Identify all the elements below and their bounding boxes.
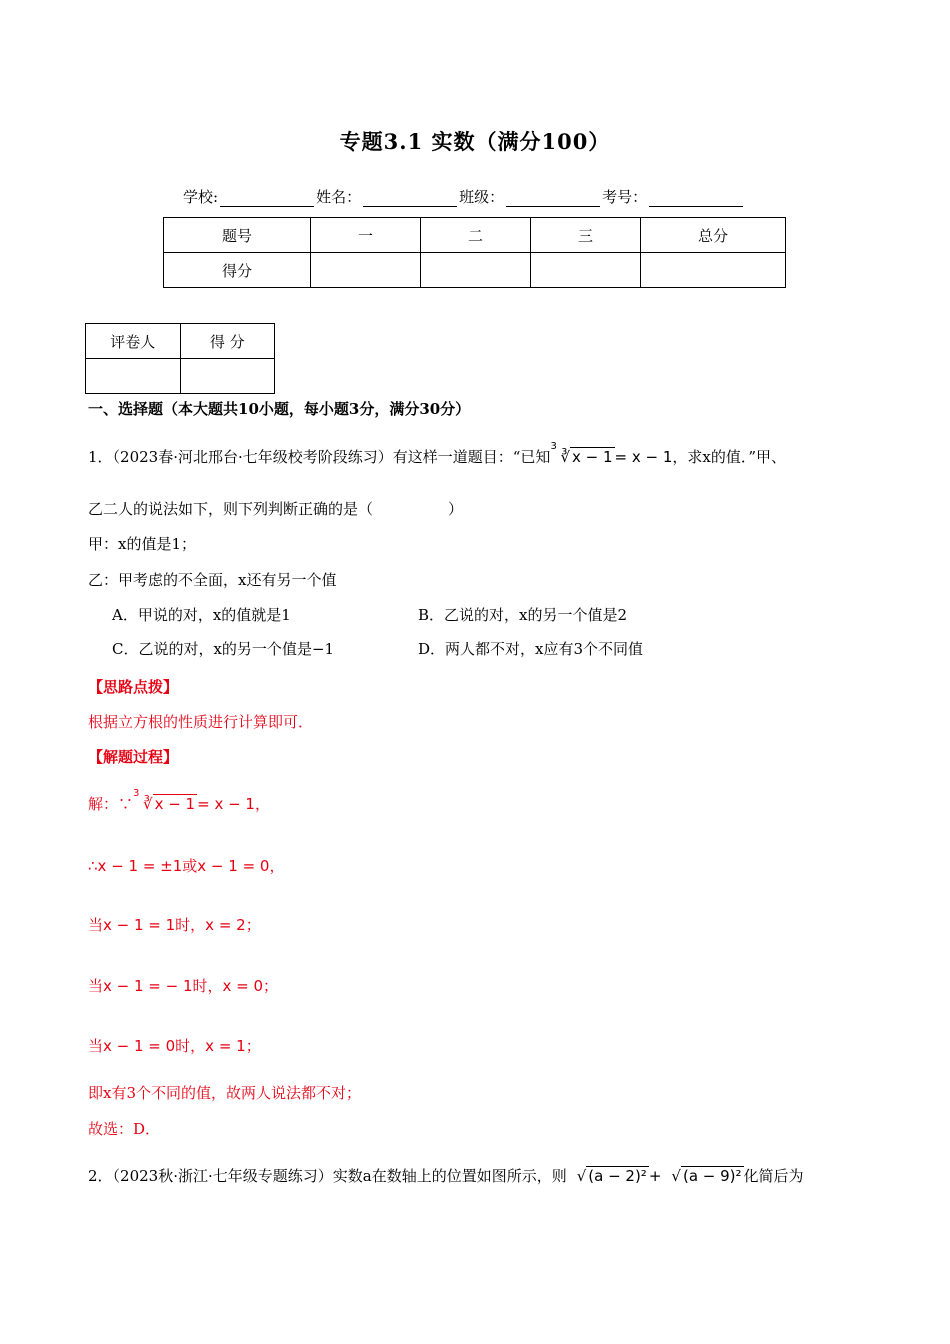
score-table-header-row	[164, 218, 786, 253]
solution-step-3: 当x − 1 = 1时，x = 2；	[88, 916, 261, 934]
solution-step-1-prefix: 解：∵	[88, 795, 134, 813]
grader-score-cell[interactable]	[180, 359, 275, 394]
question-number: 1．	[88, 448, 113, 466]
score-cell[interactable]	[311, 253, 421, 288]
score-header-cell: 二	[421, 218, 531, 253]
cube-root: 3 ∛ x − 1	[550, 441, 613, 466]
equation-rhs: = x − 1	[614, 448, 673, 466]
option-d[interactable]: D．两人都不对，x应有3个不同值	[418, 640, 644, 658]
page-title: 专题3.1 实数（满分100）	[339, 129, 611, 154]
class-label: 班级：	[459, 188, 505, 206]
score-table-score-row	[164, 253, 786, 288]
statement-jia: 甲：x的值是1；	[88, 535, 197, 553]
root-index: 3	[133, 788, 140, 799]
solution-step-1	[88, 788, 270, 814]
hint-text: 根据立方根的性质进行计算即可．	[88, 713, 314, 731]
root-expression-1: √ (a − 2)²	[576, 1167, 647, 1185]
score-header-cell: 一	[311, 218, 421, 253]
question-source: （2023春·河北邢台·七年级校考阶段练习）有这样一道题目：“已知	[112, 448, 551, 466]
school-label: 学校:	[183, 188, 219, 206]
question-1-line1	[88, 441, 787, 467]
grader-cell[interactable]	[86, 359, 181, 394]
radicand: (a − 9)²	[682, 1167, 742, 1185]
question-2-line1	[88, 1165, 804, 1186]
statement-yi: 乙：甲考虑的不全面，x还有另一个值	[88, 571, 337, 589]
score-header-cell: 三	[531, 218, 641, 253]
score-header-cell: 题号	[164, 218, 311, 253]
cube-root: 3 ∛ x − 1	[133, 788, 196, 813]
score-cell[interactable]	[421, 253, 531, 288]
solution-step-5: 当x − 1 = 0时，x = 1；	[88, 1037, 261, 1055]
score-cell[interactable]	[641, 253, 786, 288]
school-blank[interactable]	[220, 190, 314, 207]
class-blank[interactable]	[506, 190, 600, 207]
student-info-line	[183, 186, 745, 207]
radicand: x − 1	[154, 795, 196, 813]
question-2-tail: 化简后为	[743, 1167, 804, 1185]
root-expression-2: √ (a − 9)²	[671, 1167, 742, 1185]
name-blank[interactable]	[363, 190, 457, 207]
score-cell[interactable]	[531, 253, 641, 288]
plus-sign: +	[648, 1167, 662, 1185]
question-2-text: （2023秋·浙江·七年级专题练习）实数a在数轴上的位置如图所示，则	[112, 1167, 567, 1185]
hint-title: 【思路点拨】	[88, 678, 179, 696]
solution-step-1-rhs: = x − 1，	[197, 795, 270, 813]
name-label: 姓名：	[316, 188, 362, 206]
option-a[interactable]: A．甲说的对，x的值就是1	[112, 606, 291, 624]
question-number: 2．	[88, 1167, 113, 1185]
score-row-label: 得分	[164, 253, 311, 288]
grader-table	[85, 323, 275, 394]
option-c[interactable]: C．乙说的对，x的另一个值是−1	[112, 640, 335, 658]
question-tail: ，求x的值．”甲、	[672, 448, 787, 466]
number-label: 考号：	[602, 188, 648, 206]
solution-step-2: ∴x − 1 = ±1或x − 1 = 0，	[88, 857, 285, 875]
radicand: (a − 2)²	[588, 1167, 647, 1185]
solution-title: 【解题过程】	[88, 748, 179, 766]
score-table	[163, 217, 786, 288]
solution-conclusion: 即x有3个不同的值，故两人说法都不对；	[88, 1084, 362, 1102]
option-b[interactable]: B．乙说的对，x的另一个值是2	[418, 606, 628, 624]
number-blank[interactable]	[649, 190, 743, 207]
grader-label: 评卷人	[86, 324, 181, 359]
radicand: x − 1	[572, 448, 613, 466]
question-1-line2: 乙二人的说法如下，则下列判断正确的是（ ）	[88, 500, 464, 518]
section-heading: 一、选择题（本大题共10小题，每小题3分，满分30分）	[88, 400, 471, 418]
root-index: 3	[550, 441, 557, 452]
solution-step-4: 当x − 1 = − 1时，x = 0；	[88, 977, 279, 995]
score-header-cell: 总分	[641, 218, 786, 253]
grader-score-label: 得 分	[180, 324, 275, 359]
solution-answer: 故选：D．	[88, 1120, 161, 1138]
